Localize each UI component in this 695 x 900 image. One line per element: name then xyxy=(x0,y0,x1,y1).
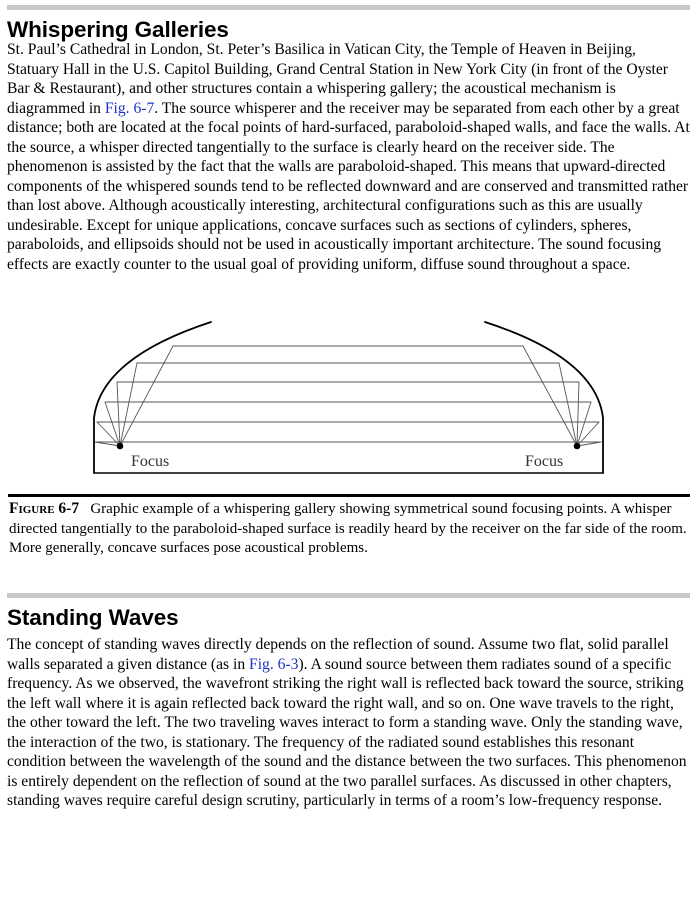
ray-right-focus xyxy=(523,346,577,446)
section-heading-whispering-galleries: Whispering Galleries xyxy=(7,17,229,42)
top-rule xyxy=(7,5,690,10)
standing-waves-paragraph xyxy=(7,635,690,811)
ray-left-focus xyxy=(120,346,173,446)
ray-right-focus xyxy=(577,402,591,446)
figure-caption-text: Graphic example of a whispering gallery showing symmetrical sound focusing points. A whisper directed tangentially to the paraboloid-shaped surface is readily heard by the receiver on the far side of the room. More generally, concave surfaces pose acoustical problems. xyxy=(9,501,687,556)
paragraph-text: St. Paul’s Cathedral in London, St. Peter’s Basilica in Vatican City, the Temple of Heaven in Beijing, Statuary Hall in the U.S. Capitol Building, Grand Central Station in New York City (in front of the Oyster Bar & Restaurant), and other structures contain a whispering gallery; the acoustical mechanism is diagrammed in xyxy=(7,41,668,117)
figure-6-7-link[interactable]: Fig. 6-7 xyxy=(104,99,155,117)
right-wall xyxy=(485,322,603,473)
whispering-galleries-paragraph xyxy=(7,40,690,274)
figure-caption xyxy=(9,499,689,559)
left-focus-label: Focus xyxy=(131,453,170,470)
section-rule xyxy=(7,593,690,598)
paragraph-text: ). A sound source between them radiates sound of a specific frequency. As we observed, the wavefront striking the right wall is reflected back toward the source, striking the left wall where it is again reflected back toward the right wall, and so on. One wave travels to the right, the other toward the left. The two traveling waves interact to form a standing wave. Only the standing wave, the interaction of the two, is stationary. The frequency of the radiated sound establishes this resonant condition between the wavelength of the sound and the distance between the two surfaces. This phenomenon is entirely dependent on the reflection of sound at the two parallel surfaces. As discussed in other chapters, standing waves require careful design scrutiny, particularly in terms of a room’s low-frequency response. xyxy=(7,655,687,809)
section-heading-standing-waves: Standing Waves xyxy=(7,605,179,630)
left-wall xyxy=(94,322,211,473)
ray-right-focus xyxy=(577,382,579,446)
ray-left-focus xyxy=(120,363,137,446)
ray-left-focus xyxy=(105,402,120,446)
ray-right-focus xyxy=(559,363,577,446)
right-focus-label: Focus xyxy=(525,453,564,470)
figure-6-3-link[interactable]: Fig. 6-3 xyxy=(249,655,299,673)
left-focus-point xyxy=(117,443,124,450)
paragraph-text: The concept of standing waves directly depends on the reflection of sound. Assume two flat, solid parallel walls separated a given distance (as in xyxy=(7,636,669,673)
ray-left-focus xyxy=(117,382,120,446)
whispering-gallery-diagram xyxy=(91,318,607,478)
paragraph-text: . The source whisperer and the receiver may be separated from each other by a great distance; both are located at the focal points of hard-surfaced, paraboloid-shaped walls, and face the walls. At the source, a whisper directed tangentially to the surface is clearly heard on the receiver side. The phenomenon is assisted by the fact that the walls are paraboloid-shaped. This means that upward-directed components of the whispered sounds tend to be reflected downward and are conserved and transmitted rather than lost above. Although acoustically interesting, architectural configurations such as this are usually undesirable. Except for unique applications, concave surfaces such as sections of cylinders, spheres, paraboloids, and ellipsoids should not be used in acoustically important architecture. The sound focusing effects are exactly counter to the usual goal of providing uniform, diffuse sound throughout a space. xyxy=(7,99,690,273)
right-focus-point xyxy=(574,443,581,450)
caption-rule xyxy=(8,494,690,497)
figure-caption-label: Figure 6-7 xyxy=(9,500,80,517)
